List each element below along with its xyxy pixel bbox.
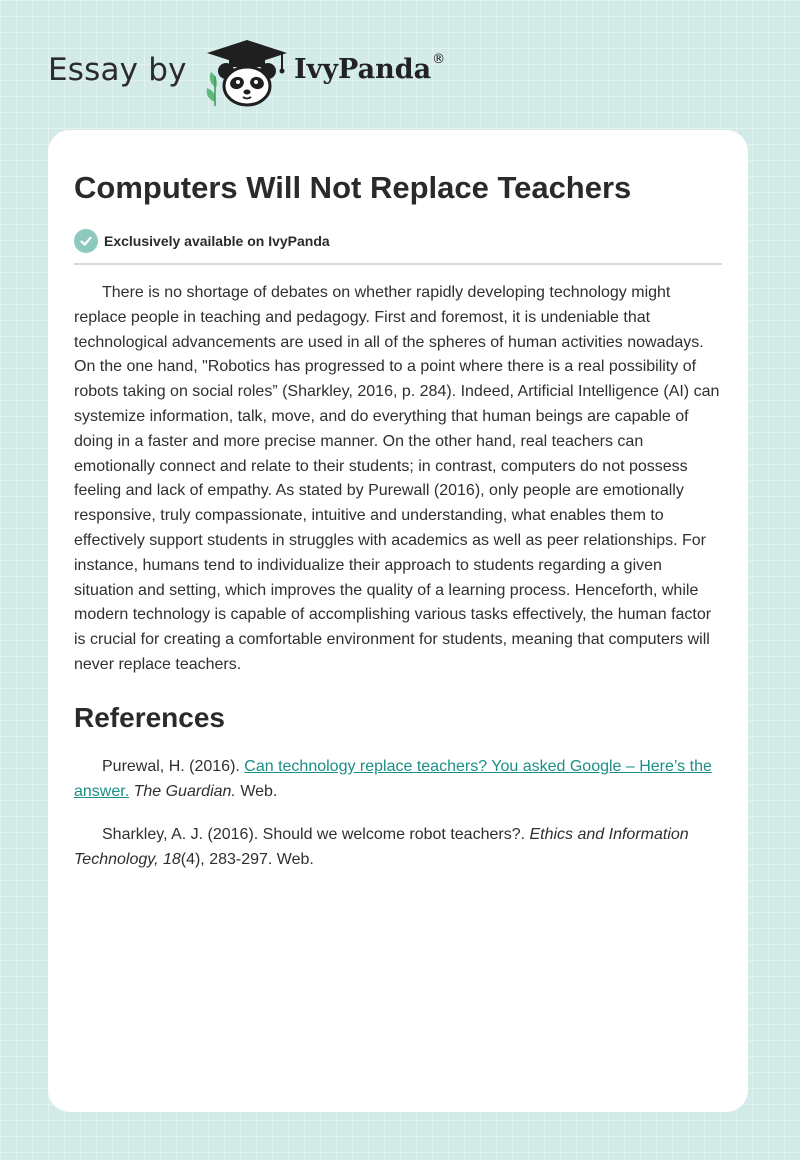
- reference-1-source: The Guardian.: [133, 782, 236, 800]
- reference-item-1: [74, 754, 722, 804]
- ivypanda-logo-icon: [202, 36, 292, 108]
- reference-1-suffix: Web.: [235, 782, 278, 800]
- reference-2-journal: Ethics and Information Technology, 18: [74, 825, 689, 868]
- essay-by-label: Essay by: [48, 52, 187, 88]
- check-icon: [74, 229, 98, 253]
- exclusive-label: Exclusively available on IvyPanda: [104, 233, 330, 249]
- site-brand[interactable]: [48, 36, 508, 108]
- brand-name-text: IvyPanda: [294, 54, 432, 85]
- reference-1-link[interactable]: Can technology replace teachers? You asked Google – Here’s the answer.: [74, 757, 712, 800]
- ivypanda-brand-name: [294, 54, 445, 85]
- essay-title: Computers Will Not Replace Teachers: [74, 170, 632, 205]
- reference-1-prefix: Purewal, H. (2016).: [102, 757, 245, 775]
- references-heading: References: [74, 701, 225, 733]
- reference-2-prefix: Sharkley, A. J. (2016). Should we welcome robot teachers?.: [102, 825, 530, 843]
- essay-card: [48, 130, 748, 1112]
- essay-body: There is no shortage of debates on whether rapidly developing technology might replace people in teaching and pedagogy. First and foremost, it is undeniable that technological advancements are used in all of the spheres of human activities nowadays. On the one hand, "Robotics has progressed to a point where there is a real possibility of robots taking on social roles” (Sharkley, 2016, p. 284). Indeed, Artificial Intelligence (AI) can systemize information, talk, move, and do everything that human beings are capable of doing in a faster and more precise manner. On the other hand, real teachers can emotionally connect and relate to their students; in contrast, computers do not possess feeling and lack of empathy. As stated by Purewall (2016), only people are emotionally responsive, truly compassionate, intuitive and understanding, what enables them to effectively support students in struggles with academics as well as peer relationships. For instance, humans tend to individualize their approach to students regarding a given situation and setting, which improves the quality of a learning process. Henceforth, while modern technology is capable of accomplishing various tasks effectively, the human factor is crucial for creating a comfortable environment for students, meaning that computers will never replace teachers.: [74, 284, 720, 673]
- reference-2-suffix: (4), 283-297. Web.: [180, 850, 314, 868]
- exclusive-badge: [74, 228, 722, 254]
- divider: [74, 263, 722, 265]
- reference-item-2: [74, 822, 722, 872]
- registered-mark: ®: [432, 52, 446, 67]
